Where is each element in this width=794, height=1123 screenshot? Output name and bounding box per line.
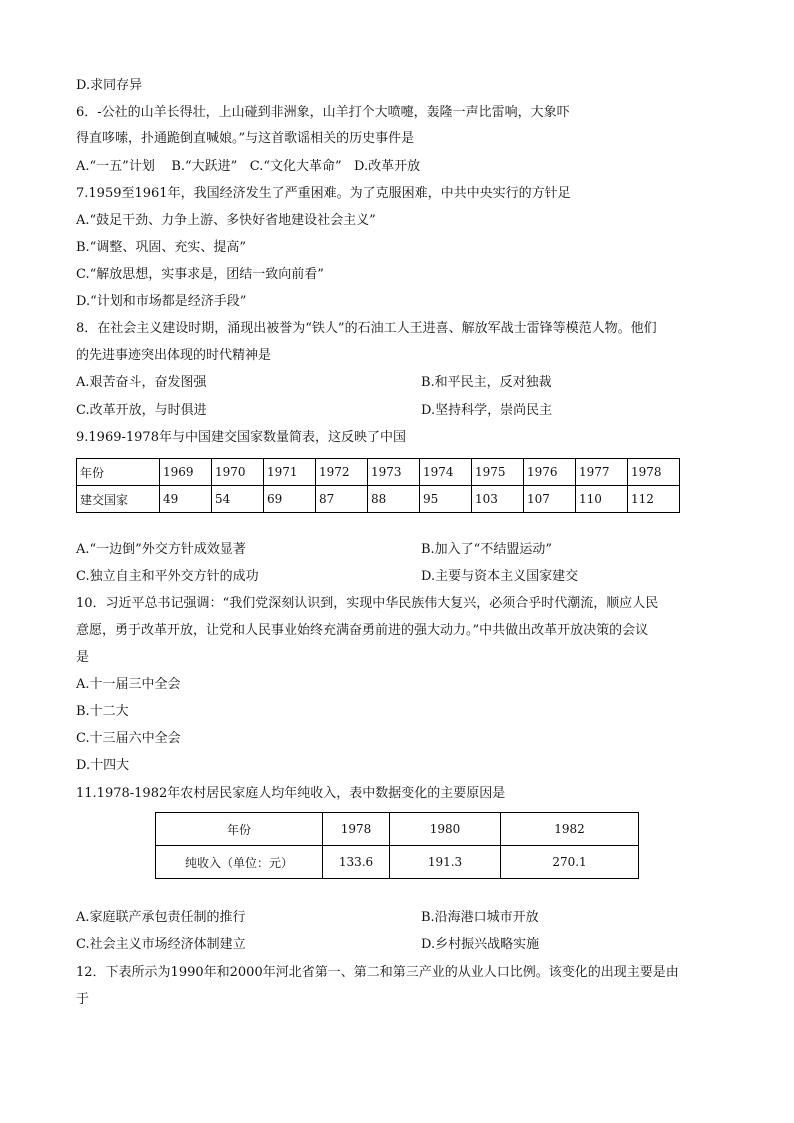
table-cell: 1977: [576, 459, 628, 486]
table-cell: 54: [212, 486, 264, 513]
q9-options-row1: [76, 540, 726, 560]
q8-stem-line2: 的先进事迹突出体现的时代精神是: [76, 348, 272, 363]
q6-stem-line1: 6．-公社的山羊长得壮，上山碰到非洲象，山羊打个大喷嚏，轰隆一声比雷响，大象吓: [76, 105, 570, 120]
q8-options-row1: [76, 373, 726, 393]
table-cell: 1969: [160, 459, 212, 486]
table-cell: 年份: [77, 459, 160, 486]
q9-table: [76, 458, 680, 513]
q11-stem: 11.1978-1982年农村居民家庭人均年纯收入，表中数据变化的主要原因是: [76, 786, 506, 801]
q11-options-row2: [76, 935, 726, 955]
table-cell: 270.1: [501, 846, 639, 879]
table-cell: 1970: [212, 459, 264, 486]
q7-option-d: D.“计划和市场都是经济手段”: [76, 294, 247, 309]
q9-option-d: D.主要与资本主义国家建交: [421, 569, 579, 584]
table-cell: 纯收入（单位：元）: [156, 846, 323, 879]
q8-options-row2: [76, 401, 726, 421]
q12-stem-line2: 于: [76, 992, 90, 1007]
q6-stem-line2: 得直哆嗦，扑通跪倒直喊娘。”与这首歌谣相关的历史事件是: [76, 131, 415, 146]
q9-stem: 9.1969-1978年与中国建交国家数量简表，这反映了中国: [76, 430, 406, 445]
table-cell: 191.3: [390, 846, 501, 879]
table-cell: 1971: [264, 459, 316, 486]
q7-stem: 7.1959至1961年，我国经济发生了严重困难。为了克服困难，中共中央实行的方针足: [76, 186, 571, 201]
q11-options-row1: [76, 908, 726, 928]
q11-option-d: D.乡村振兴战略实施: [421, 937, 540, 952]
q10-option-c: C.十三届六中全会: [76, 731, 181, 746]
q8-stem-line1: 8．在社会主义建设时期，涌现出被誉为“铁人”的石油工人王进喜、解放军战士雷锋等模范人物。他们: [76, 321, 657, 336]
q8-option-b: B.和平民主，反对独裁: [421, 375, 552, 390]
q7-option-b: B.“调整、巩固、充实、提高”: [76, 240, 246, 255]
table-cell: 1973: [368, 459, 420, 486]
q9-option-a: A.“一边倒”外交方针成效显著: [76, 542, 246, 557]
table-cell: 年份: [156, 813, 323, 846]
table-cell: 88: [368, 486, 420, 513]
table-cell: 110: [576, 486, 628, 513]
table-cell: 1982: [501, 813, 639, 846]
q10-stem-line1: 10．习近平总书记强调：“我们党深刻认识到，实现中华民族伟大复兴，必须合乎时代潮流，顺应人民: [76, 596, 659, 611]
q7-option-a: A.“鼓足干劲、力争上游、多快好省地建设社会主义”: [76, 213, 376, 228]
table-row: [77, 459, 680, 486]
q9-option-c: C.独立自主和平外交方针的成功: [76, 569, 259, 584]
q10-option-d: D.十四大: [76, 758, 130, 773]
q11-option-c: C.社会主义市场经济体制建立: [76, 937, 246, 952]
table-row: [156, 846, 639, 879]
table-cell: 112: [628, 486, 680, 513]
q10-stem-line2: 意愿，勇于改革开放，让党和人民事业始终充满奋勇前进的强大动力。”中共做出改革开放决策的会议: [76, 623, 649, 638]
table-cell: 1975: [472, 459, 524, 486]
q11-table: [155, 812, 639, 879]
table-cell: 建交国家: [77, 486, 160, 513]
q10-option-a: A.十一届三中全会: [76, 677, 181, 692]
table-cell: 133.6: [323, 846, 390, 879]
table-cell: 69: [264, 486, 316, 513]
q8-option-a: A.艰苦奋斗，奋发图强: [76, 375, 207, 390]
q11-option-b: B.沿海港口城市开放: [421, 910, 539, 925]
q10-option-b: B.十二大: [76, 704, 129, 719]
q11-option-a: A.家庭联产承包责任制的推行: [76, 910, 246, 925]
q5-option-d: D.求同存异: [76, 78, 143, 93]
table-cell: 49: [160, 486, 212, 513]
q8-option-c: C.改革开放，与时俱进: [76, 403, 207, 418]
table-cell: 95: [420, 486, 472, 513]
q7-option-c: C.“解放思想，实事求是，团结一致向前看”: [76, 267, 324, 282]
table-cell: 1972: [316, 459, 368, 486]
table-cell: 87: [316, 486, 368, 513]
q9-options-row2: [76, 567, 726, 587]
q10-stem-line3: 是: [76, 650, 90, 665]
q9-option-b: B.加入了“不结盟运动”: [421, 542, 552, 557]
q12-stem-line1: 12．下表所示为1990年和2000年河北省第一、第二和第三产业的从业人口比例。该变化的出现主要是由: [76, 965, 679, 980]
table-cell: 1974: [420, 459, 472, 486]
table-cell: 107: [524, 486, 576, 513]
table-cell: 103: [472, 486, 524, 513]
table-row: [77, 486, 680, 513]
table-cell: 1978: [323, 813, 390, 846]
table-cell: 1976: [524, 459, 576, 486]
table-row: [156, 813, 639, 846]
table-cell: 1980: [390, 813, 501, 846]
q6-options: A.“一五”计划 B.“大跃进” C.“文化大革命” D.改革开放: [76, 159, 421, 174]
q8-option-d: D.坚持科学，崇尚民主: [421, 403, 553, 418]
table-cell: 1978: [628, 459, 680, 486]
